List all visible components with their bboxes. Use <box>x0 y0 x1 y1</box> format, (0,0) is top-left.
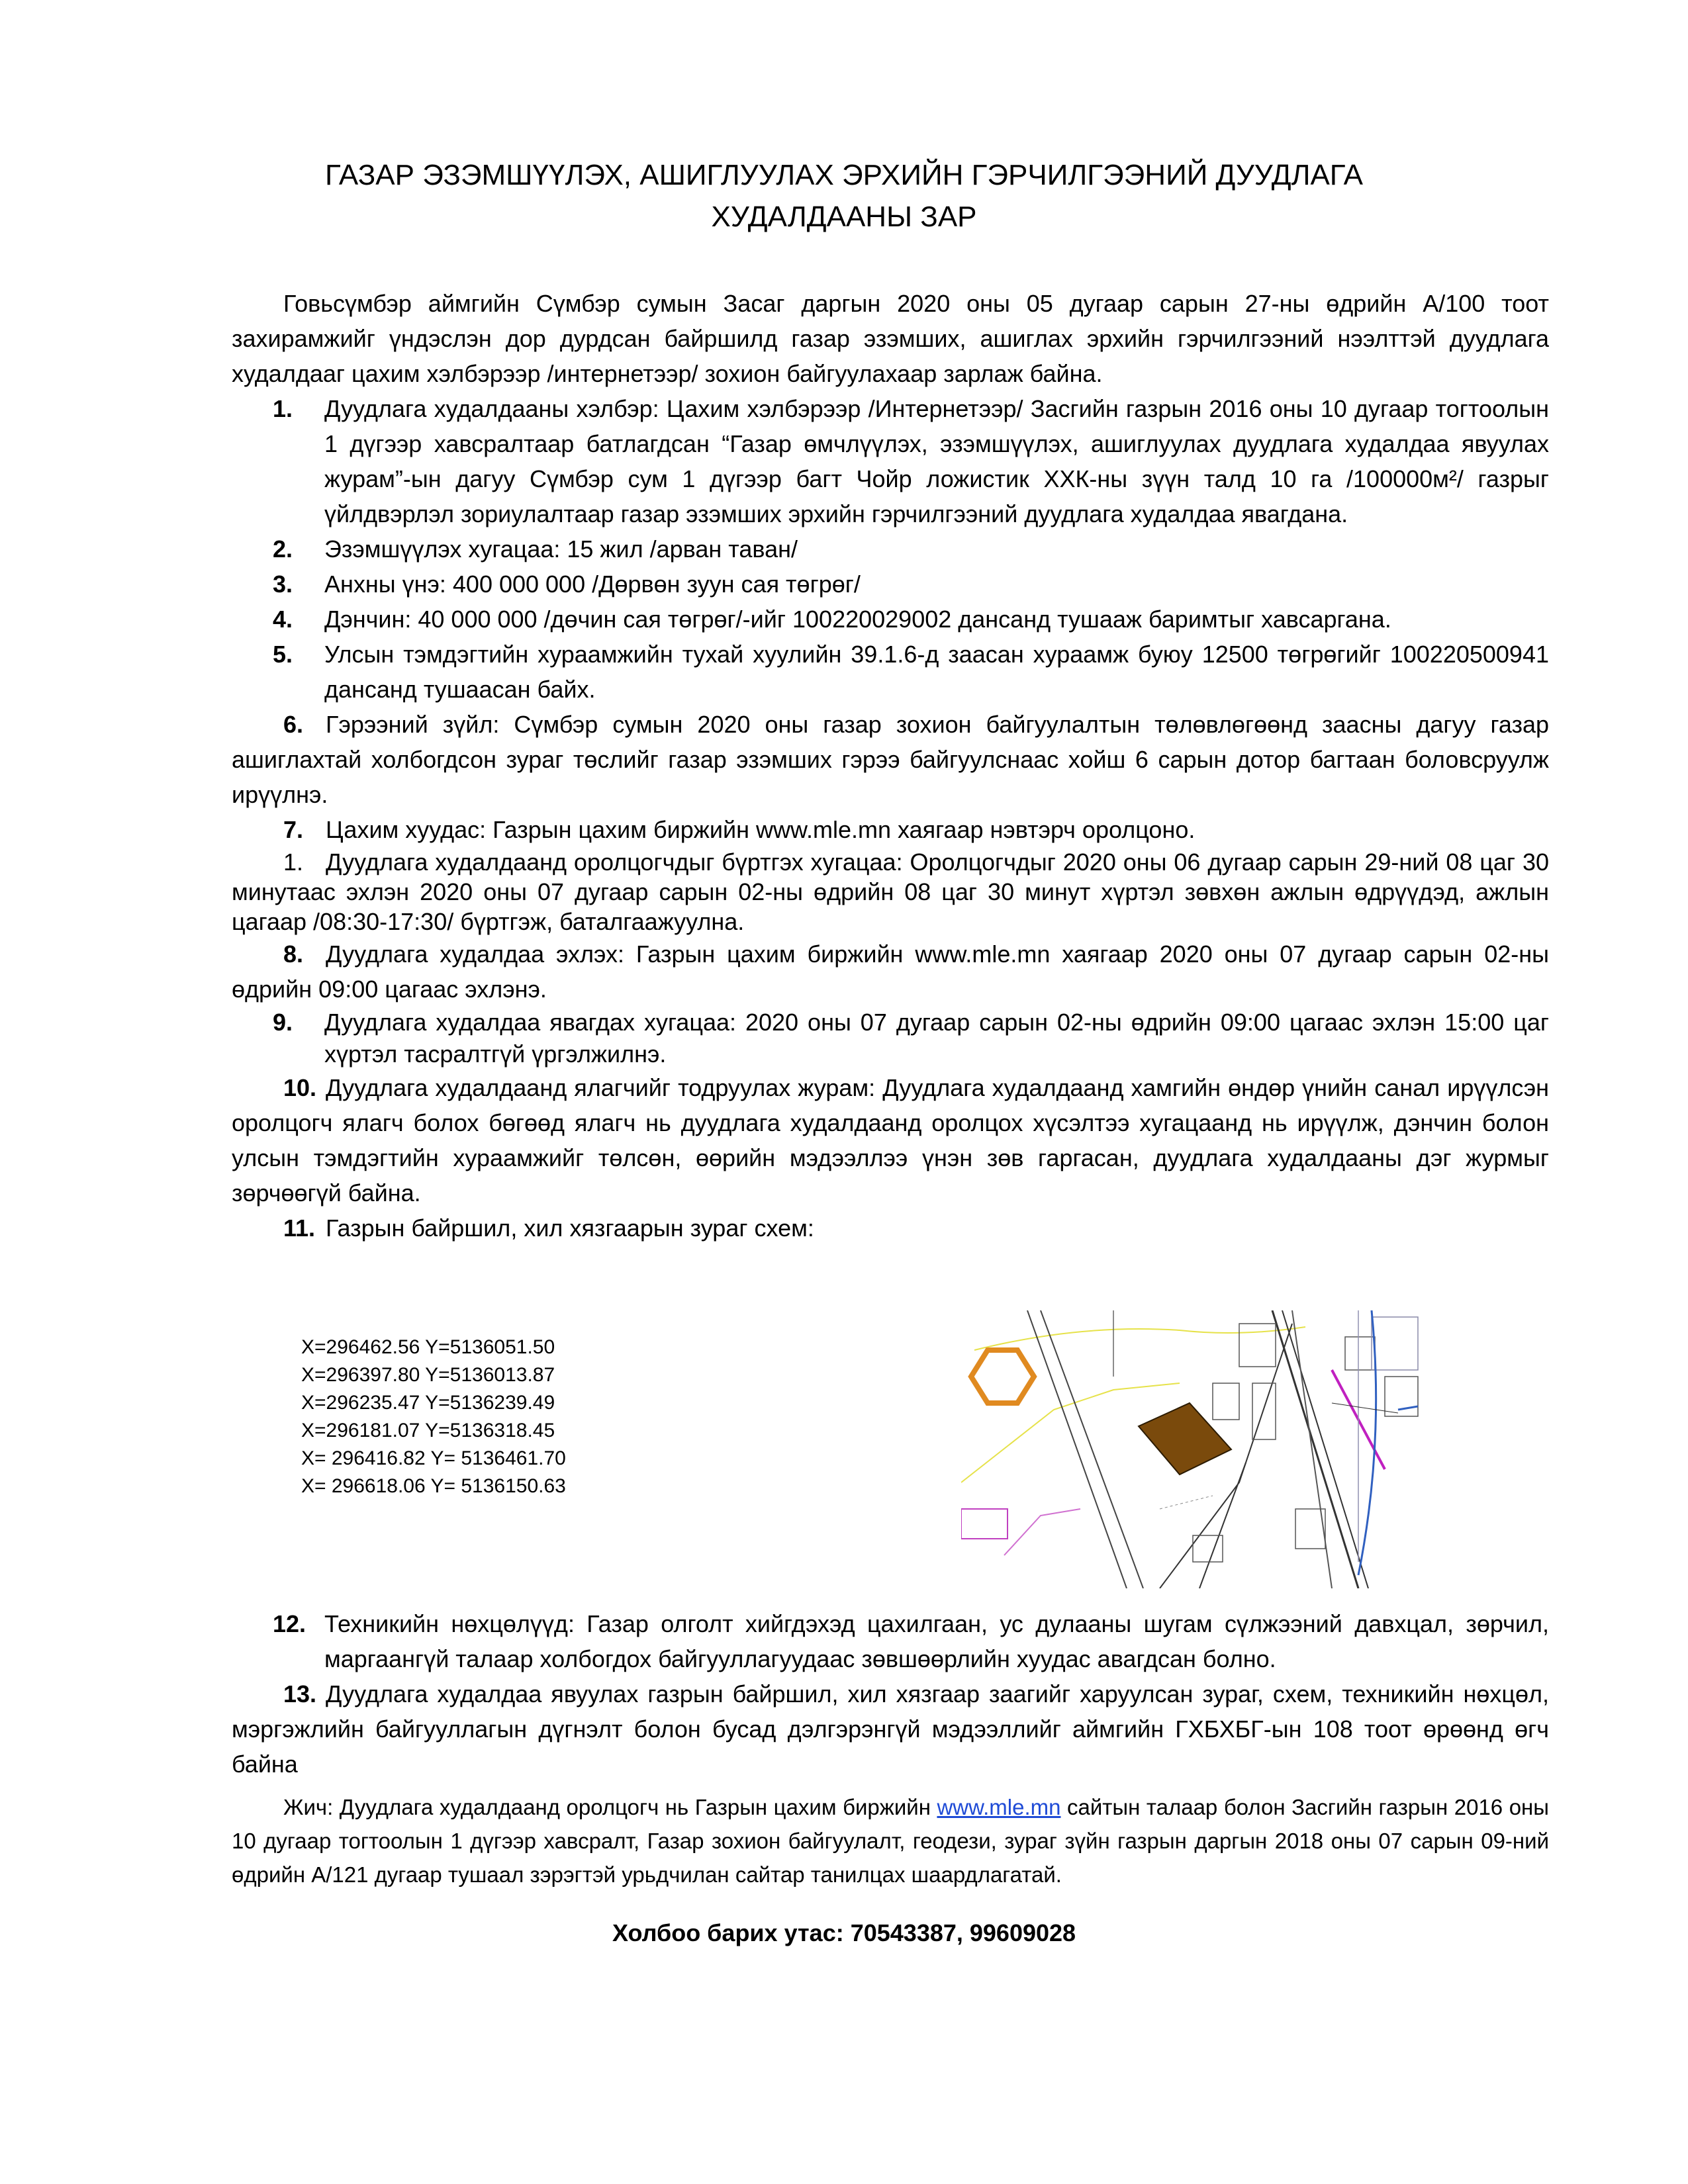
list-item-7 <box>232 812 1549 847</box>
coordinate-row: X=296235.47 Y=5136239.49 <box>301 1392 555 1414</box>
coordinate-row: X= 296618.06 Y= 5136150.63 <box>301 1475 566 1497</box>
note-text-start: Жич: Дуудлага худалдаанд оролцогч нь Газрын цахим биржийн <box>283 1795 937 1819</box>
item-number: 1. <box>273 395 293 422</box>
item-text: Дуудлага худалдаа эхлэх: Газрын цахим биржийн www.mle.mn хаягаар 2020 оны 07 дугаар сарын 02-ны өдрийн 09:00 цагаас эхлэнэ. <box>232 940 1549 1003</box>
coordinates-list <box>301 1334 566 1500</box>
item-text: Эзэмшүүлэх хугацаа: 15 жил /арван таван/ <box>324 535 798 563</box>
list-item-2 <box>232 531 1549 567</box>
list-item-5 <box>232 637 1549 707</box>
list-item-4 <box>232 602 1549 637</box>
item-number: 10. <box>283 1074 317 1101</box>
contact-phone: Холбоо барих утас: 70543387, 99609028 <box>612 1919 1076 1946</box>
item-text: Дэнчин: 40 000 000 /дөчин сая төгрөг/-ийг 100220029002 дансанд тушааж баримтыг хавсаргана. <box>324 606 1391 633</box>
coordinate-row: X=296181.07 Y=5136318.45 <box>301 1420 555 1441</box>
item-number: 5. <box>273 641 293 668</box>
item-text: Дуудлага худалдаанд ялагчийг тодруулах журам: Дуудлага худалдаанд хамгийн өндөр үнийн санал ирүүлсэн оролцогч ялагч болох бөгөөд ялагч нь дуудлага худалдаанд оролцох хүсэлтээ хугацаанд нь ирүүлж, дэнчин болон улсын тэмдэгтийн хураамжийг төлсөн, өөрийн мэдээллээ үнэн зөв гаргасан, дуудлага худалдааны дэг журмыг зөрчөөгүй байна. <box>232 1074 1549 1206</box>
item-text: Дуудлага худалдаанд оролцогчдыг бүртгэх хугацаа: Оролцогчдыг 2020 оны 06 дугаар сарын 29-ний 08 цаг 30 минутаас эхлэн 2020 оны 07 дугаар сарын 02-ны өдрийн 08 цаг 30 минут хүртэл зөвхөн ажлын өдрүүдэд, ажлын цагаар /08:30-17:30/ бүртгэж, баталгаажуулна. <box>232 848 1549 935</box>
item-number: 1. <box>283 848 304 876</box>
item-text: Улсын тэмдэгтийн хураамжийн тухай хуулийн 39.1.6-д заасан хураамж буюу 12500 төгрөгийг 100220500941 дансанд тушаасан байх. <box>324 641 1549 703</box>
item-text: Дуудлага худалдаа явагдах хугацаа: 2020 оны 07 дугаар сарын 02-ны өдрийн 09:00 цагаас эхлэн 15:00 цаг хүртэл тасралтгүй үргэлжилнэ. <box>324 1009 1549 1068</box>
note-paragraph <box>232 1790 1549 1891</box>
document-title-line2: ХУДАЛДААНЫ ЗАР <box>711 201 977 233</box>
item-text: Дуудлага худалдааны хэлбэр: Цахим хэлбэрээр /Интернетээр/ Засгийн газрын 2016 оны 10 дугаар тогтоолын 1 дүгээр хавсралтаар батлагдсан “Газар өмчлүүлэх, эзэмшүүлэх, ашиглуулах дуудлага худалдаа явуулах журам”-ын дагуу Сүмбэр сум 1 дүгээр багт Чойр ложистик ХХК-ны зүүн талд 10 га /100000м²/ газрыг үйлдвэрлэл зориулалтаар газар эзэмших эрхийн гэрчилгээний дуудлага худалдаа явагдана. <box>324 395 1549 527</box>
mle-website-link[interactable]: www.mle.mn <box>937 1795 1061 1819</box>
item-number: 12. <box>273 1610 306 1637</box>
list-item-3 <box>232 567 1549 602</box>
document-body-continued <box>232 1606 1549 1782</box>
item-text: Цахим хуудас: Газрын цахим биржийн www.mle.mn хаягаар нэвтэрч оролцоно. <box>326 816 1196 843</box>
list-item-6 <box>232 707 1549 812</box>
item-text: Газрын байршил, хил хязгаарын зураг схем: <box>326 1214 814 1242</box>
item-text: Техникийн нөхцөлүүд: Газар олголт хийгдэхэд цахилгаан, ус дулааны шугам сүлжээний давхцал, зөрчил, маргаангүй талаар холбогдох байгууллагуудаас зөвшөөрлийн хуудас авагдсан болно. <box>324 1610 1549 1672</box>
item-number: 2. <box>273 535 293 563</box>
list-item-1 <box>232 391 1549 531</box>
item-number: 3. <box>273 570 293 598</box>
intro-paragraph: Говьсүмбэр аймгийн Сүмбэр сумын Засаг даргын 2020 оны 05 дугаар сарын 27-ны өдрийн А/100 тоот захирамжийг үндэслэн дор дурдсан байршилд газар эзэмших, ашиглах эрхийн гэрчилгээний нээлттэй дуудлага худалдааг цахим хэлбэрээр /интернетээр/ зохион байгуулахаар зарлаж байна. <box>232 290 1549 387</box>
list-item-8 <box>232 936 1549 1007</box>
item-number: 11. <box>283 1214 316 1242</box>
coordinate-row: X= 296416.82 Y= 5136461.70 <box>301 1447 566 1469</box>
item-number: 6. <box>283 711 304 738</box>
item-number: 7. <box>283 816 304 843</box>
item-number: 8. <box>283 940 304 968</box>
coordinate-row: X=296397.80 Y=5136013.87 <box>301 1364 555 1386</box>
item-text: Дуудлага худалдаа явуулах газрын байршил, хил хязгаар заагийг харуулсан зураг, схем, техникийн нөхцөл, мэргэжлийн байгууллагын дүгнэлт болон бусад дэлгэрэнгүй мэдээллийг аймгийн ГХБХБГ-ын 108 тоот өрөөнд өгч байна <box>232 1680 1549 1778</box>
coordinate-row: X=296462.56 Y=5136051.50 <box>301 1336 555 1358</box>
list-item-13 <box>232 1676 1549 1782</box>
item-number: 4. <box>273 606 293 633</box>
item-text: Гэрээний зүйл: Сүмбэр сумын 2020 оны газар зохион байгуулалтын төлөвлөгөөнд заасны дагуу газар ашиглахтай холбогдсон зураг төслийг газар эзэмших гэрээ байгуулснаас хойш 6 сарын дотор багтаан боловсруулж ирүүлнэ. <box>232 711 1549 808</box>
list-item-10 <box>232 1070 1549 1210</box>
document-title-line1: ГАЗАР ЭЗЭМШҮҮЛЭХ, АШИГЛУУЛАХ ЭРХИЙН ГЭРЧИЛГЭЭНИЙ ДУУДЛАГА <box>324 159 1364 191</box>
document-body <box>232 286 1549 1246</box>
list-item-9 <box>232 1007 1549 1070</box>
list-item-12 <box>232 1606 1549 1676</box>
note-text-end: сайтын талаар болон Засгийн газрын 2016 оны 10 дугаар тогтоолын 1 дүгээр хавсралт, Газар зохион байгуулалт, геодези, зураг зүйн газрын даргын 2018 оны 07 сарын 09-ний өдрийн А/121 дугаар тушаал зэрэгтэй урьдчилан сайтар танилцах шаардлагатай. <box>232 1795 1549 1887</box>
list-item-11 <box>232 1210 1549 1246</box>
item-text: Анхны үнэ: 400 000 000 /Дөрвөн зуун сая төгрөг/ <box>324 570 861 598</box>
site-plan-map <box>961 1310 1425 1588</box>
item-number: 9. <box>273 1009 293 1036</box>
list-item-registration <box>232 847 1549 936</box>
item-number: 13. <box>283 1680 317 1707</box>
